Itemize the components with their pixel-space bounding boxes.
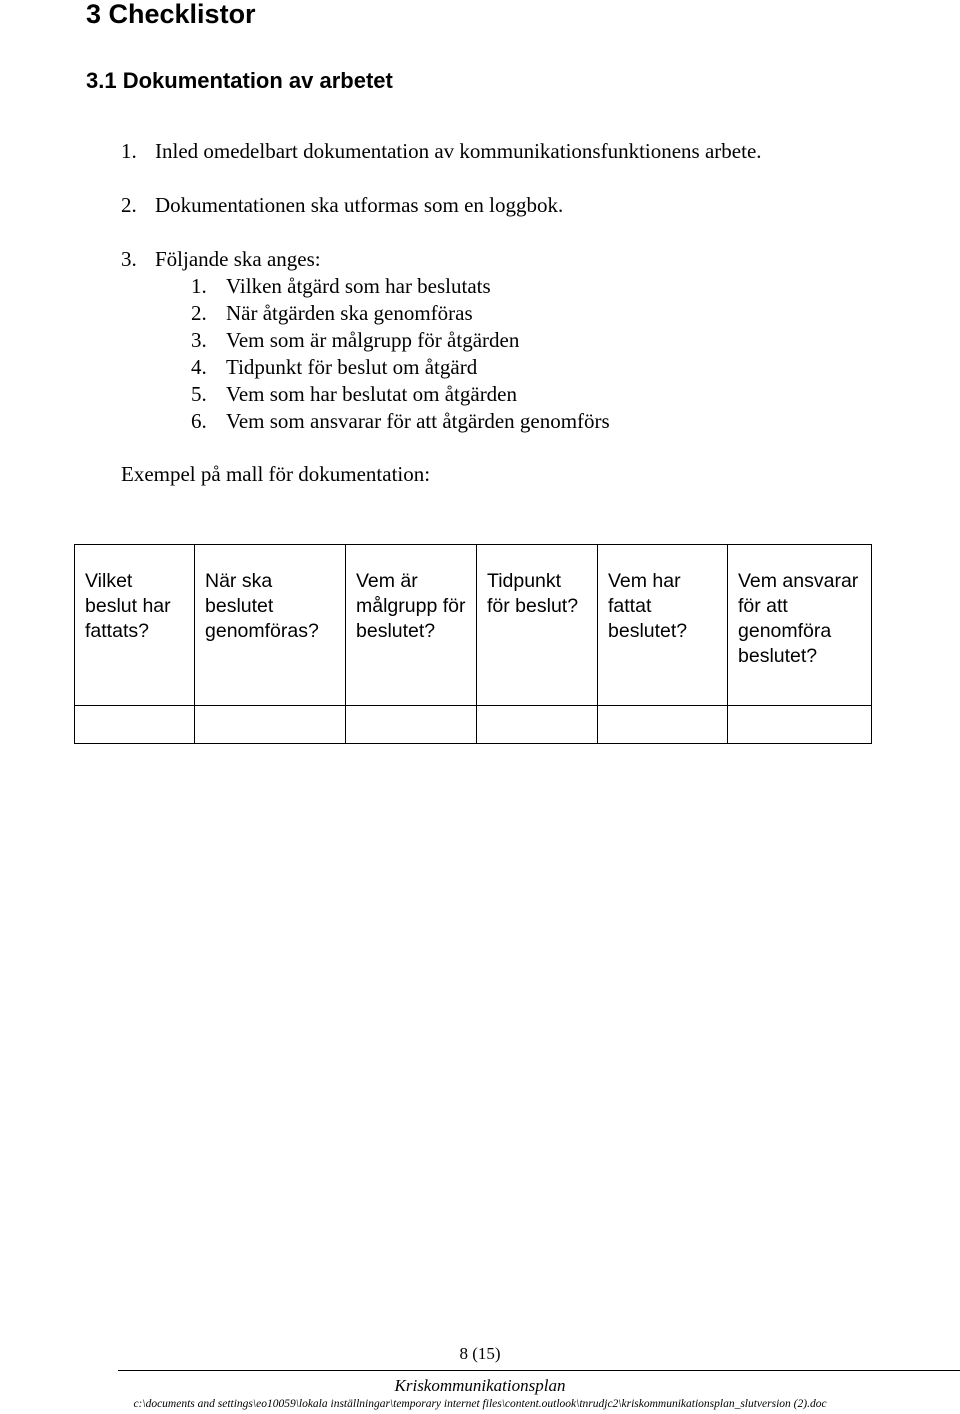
sub-list-item-text: Vem som ansvarar för att åtgärden genomförs [226,409,610,433]
sub-list-item-number: 3. [191,328,207,352]
documentation-template-table [74,544,872,744]
sub-list-item-text: Tidpunkt för beslut om åtgärd [226,355,478,379]
list-item-number: 1. [121,139,137,163]
sub-list-item-text: Vem som har beslutat om åtgärden [226,382,518,406]
table-cell-empty [728,706,872,744]
list-item [121,138,762,165]
list-item [121,192,563,219]
sub-list-item-number: 1. [191,274,207,298]
table-header-cell: Vem ansvarar för att genomföra beslutet? [728,545,872,706]
table-header-cell: Tidpunkt för beslut? [477,545,598,706]
list-item-text: Inled omedelbart dokumentation av kommunikationsfunktionens arbete. [155,139,762,163]
table-cell-empty [75,706,195,744]
list-item [121,246,321,273]
sub-list-item [191,354,477,381]
sub-list-item-text: Vem som är målgrupp för åtgärden [226,328,520,352]
table-cell-empty [598,706,728,744]
sub-list-item-number: 2. [191,301,207,325]
table-header-cell: Vem har fattat beslutet? [598,545,728,706]
table-header-cell: Vilket beslut har fattats? [75,545,195,706]
sub-list-item-number: 4. [191,355,207,379]
table-row [75,706,872,744]
section-title: 3.1 Dokumentation av arbetet [86,68,393,93]
footer-divider [118,1370,960,1371]
footer-file-path: c:\documents and settings\eo10059\lokala inställningar\temporary internet files\content.outlook\tnrudjc2\kriskommunikationsplan_slutversion (2).doc [133,1398,827,1410]
footer-document-title: Kriskommunikationsplan [394,1376,566,1395]
page-heading: 3 Checklistor [86,0,256,29]
table-header-row [75,545,872,706]
template-intro: Exempel på mall för dokumentation: [121,462,431,486]
table-header-cell: Vem är målgrupp för beslutet? [346,545,477,706]
table-header-cell: När ska beslutet genomföras? [195,545,346,706]
sub-list-item-text: När åtgärden ska genomföras [226,301,473,325]
page-number: 8 (15) [459,1344,501,1363]
sub-list-item-number: 6. [191,409,207,433]
sub-list-item-number: 5. [191,382,207,406]
sub-list-item [191,300,473,327]
sub-list-item [191,381,517,408]
list-item-text: Dokumentationen ska utformas som en loggbok. [155,193,564,217]
sub-list-item-text: Vilken åtgärd som har beslutats [226,274,491,298]
sub-list-item [191,327,519,354]
table-cell-empty [477,706,598,744]
table-cell-empty [346,706,477,744]
sub-list-item [191,408,610,435]
list-item-number: 3. [121,247,137,271]
list-item-number: 2. [121,193,137,217]
sub-list-item [191,273,491,300]
table-cell-empty [195,706,346,744]
list-item-text: Följande ska anges: [155,247,321,271]
